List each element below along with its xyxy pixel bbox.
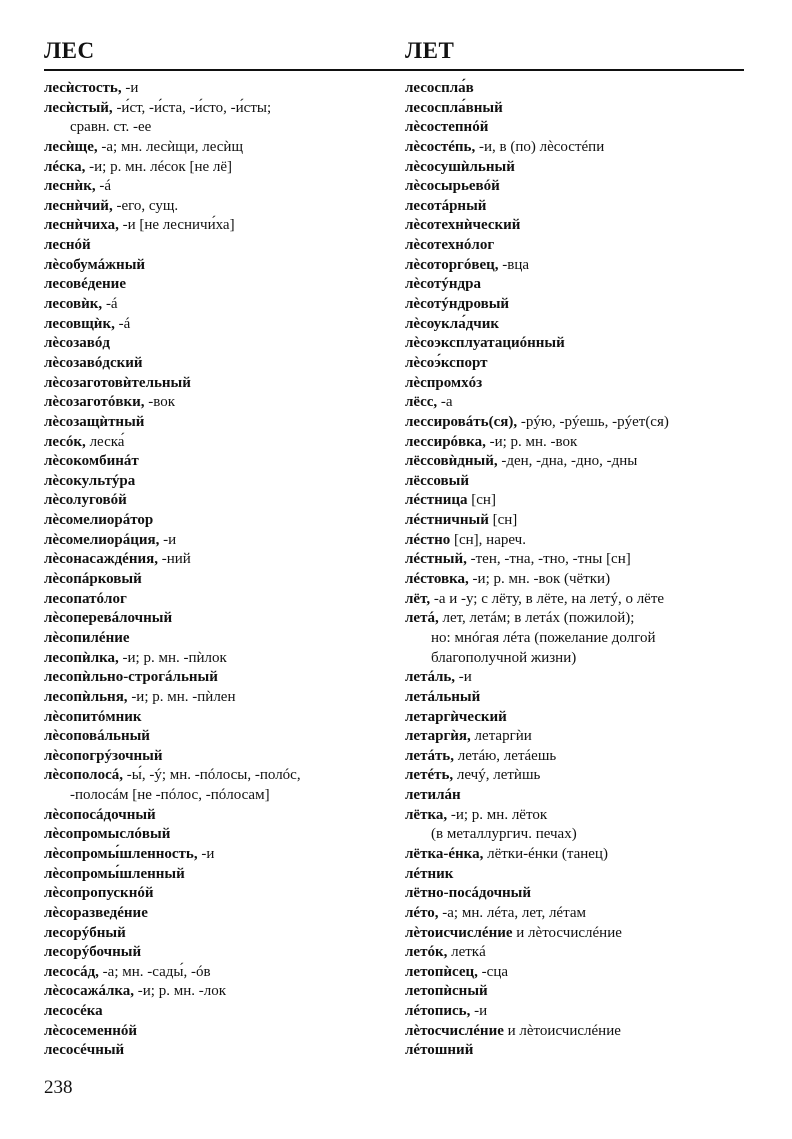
entry-note: -и; р. мн. -вок xyxy=(485,433,578,450)
headword: лесопѝльно-строгáльный xyxy=(44,669,218,686)
dictionary-entry xyxy=(44,806,394,826)
headword: лёссовѝдный, xyxy=(405,453,498,470)
headword: лесорýбный xyxy=(44,924,126,941)
headword: лётно-посáдочный xyxy=(405,885,532,902)
entry-note: лётки-éнки (танец) xyxy=(483,845,608,862)
dictionary-entry xyxy=(44,315,394,335)
dictionary-entry xyxy=(44,511,394,531)
headword: лѐсопропускнóй xyxy=(44,885,154,902)
entry-note: -и; р. мн. -лок xyxy=(134,983,227,1000)
entry-note: сравн. ст. -ее xyxy=(70,119,152,136)
entry-note: леска́ xyxy=(85,433,125,450)
headword: лесосéка xyxy=(44,1003,103,1020)
dictionary-entry xyxy=(405,924,750,944)
headword: летá, xyxy=(405,610,439,627)
dictionary-entry xyxy=(44,982,394,1002)
dictionary-entry xyxy=(44,393,394,413)
headword: лѐспромхóз xyxy=(405,374,483,391)
headword: лесосáд, xyxy=(44,963,99,980)
entry-note: -а и -у; с лёту, в лёте, на летý, о лёте xyxy=(430,590,665,607)
dictionary-entry xyxy=(44,590,394,610)
dictionary-entry xyxy=(405,982,750,1002)
entry-note: -а; мн. лесѝщи, лесѝщ xyxy=(97,138,244,155)
headword: лессировáть(ся), xyxy=(405,413,518,430)
headword: лѐсопáрковый xyxy=(44,571,142,588)
dictionary-entry xyxy=(405,334,750,354)
dictionary-entry xyxy=(44,845,394,865)
dictionary-entry xyxy=(405,727,750,747)
headword: лѐсопосáдочный xyxy=(44,806,156,823)
dictionary-entry xyxy=(405,708,750,728)
header-rule xyxy=(44,69,744,71)
entry-note: лет, летáм; в летáх (пожилой); xyxy=(438,610,635,627)
entry-note: -ден, -дна, -дно, -дны xyxy=(497,453,638,470)
headword: летаргѝя, xyxy=(405,728,471,745)
headword: лѐсопромыслóвый xyxy=(44,826,171,843)
page-number: 238 xyxy=(44,1077,73,1098)
dictionary-entry xyxy=(405,806,750,826)
dictionary-entry xyxy=(44,1022,394,1042)
headword: лéтопись, xyxy=(405,1003,471,1020)
entry-note: -и; р. мн. -вок (чётки) xyxy=(468,571,611,588)
headword: лѐсоповáльный xyxy=(44,728,150,745)
dictionary-entry xyxy=(405,649,750,669)
entry-note: -а; мн. -сады́, -óв xyxy=(98,963,211,980)
headword: лѐсонасаждéния, xyxy=(44,551,158,568)
dictionary-entry xyxy=(44,216,394,236)
headword: лѐсотýндровый xyxy=(405,296,510,313)
headword: лѐсополосá, xyxy=(44,767,123,784)
dictionary-entry xyxy=(405,904,750,924)
headword: лётка-éнка, xyxy=(405,845,484,862)
entry-note: -á xyxy=(95,178,111,195)
dictionary-entry xyxy=(44,924,394,944)
headword: лéстница xyxy=(405,492,468,509)
dictionary-entry xyxy=(44,531,394,551)
dictionary-entry xyxy=(44,649,394,669)
dictionary-entry xyxy=(44,747,394,767)
headword: лѐсозавóд xyxy=(44,335,110,352)
headword: лéто, xyxy=(405,904,439,921)
dictionary-entry xyxy=(405,688,750,708)
dictionary-entry xyxy=(405,275,750,295)
dictionary-entry xyxy=(405,590,750,610)
dictionary-entry xyxy=(405,825,750,845)
headword: лéстничный xyxy=(405,512,489,529)
headword: лёсс, xyxy=(405,394,438,411)
headword: лѐсомелиорáция, xyxy=(44,531,160,548)
dictionary-entry xyxy=(405,786,750,806)
dictionary-entry xyxy=(405,550,750,570)
entry-note: -и xyxy=(159,531,177,548)
headword: лесѝстый, xyxy=(44,99,113,116)
headword: леснѝчий, xyxy=(44,197,113,214)
left-running-header: ЛЕС xyxy=(44,38,95,63)
entry-note: -его, сущ. xyxy=(112,197,179,214)
headword: лѐтосчислéние xyxy=(405,1022,504,1039)
dictionary-entry xyxy=(405,158,750,178)
headword: лѐсосеменнóй xyxy=(44,1022,138,1039)
headword: лѐсотехнѝческий xyxy=(405,217,521,234)
dictionary-entry xyxy=(405,118,750,138)
dictionary-entry xyxy=(44,374,394,394)
headword: лёссовый xyxy=(405,472,469,489)
left-column xyxy=(44,79,394,1061)
entry-note: -и́ст, -и́ста, -и́сто, -и́сты; xyxy=(112,99,272,116)
headword: лѐсостепнóй xyxy=(405,119,489,136)
dictionary-entry xyxy=(44,118,394,138)
headword: лёт, xyxy=(405,590,431,607)
headword: лѐсозаготовѝтельный xyxy=(44,374,191,391)
headword: летéть, xyxy=(405,767,454,784)
headword: леснѝчиха, xyxy=(44,217,119,234)
dictionary-entry xyxy=(44,99,394,119)
entry-note: но: мнóгая лéта (пожелание долгой xyxy=(431,629,656,646)
dictionary-entry xyxy=(44,943,394,963)
entry-note: -тен, -тна, -тно, -тны [сн] xyxy=(466,551,631,568)
dictionary-entry xyxy=(44,236,394,256)
headword: лѐсокомбинáт xyxy=(44,453,139,470)
headword: лессирóвка, xyxy=(405,433,486,450)
entry-note: -á xyxy=(114,315,131,332)
entry-note: -рýю, -рýешь, -рýет(ся) xyxy=(517,413,669,430)
headword: лесовѝк, xyxy=(44,296,103,313)
dictionary-entry xyxy=(405,452,750,472)
headword: лѐсосырьевóй xyxy=(405,178,500,195)
entry-note: -и, в (по) лѐсостéпи xyxy=(475,138,605,155)
entry-note: -и; р. мн. лёток xyxy=(447,806,548,823)
dictionary-entry xyxy=(44,138,394,158)
dictionary-entry xyxy=(44,79,394,99)
headword: лесовщѝк, xyxy=(44,315,115,332)
dictionary-entry xyxy=(405,236,750,256)
headword: лесовéдение xyxy=(44,276,126,293)
headword: лѐсосажáлка, xyxy=(44,983,135,1000)
dictionary-entry xyxy=(44,413,394,433)
entry-note: -и; р. мн. лéсок [не лё] xyxy=(85,158,233,175)
dictionary-entry xyxy=(44,963,394,983)
entry-note: -полосáм [не -пóлос, -пóлосам] xyxy=(70,787,270,804)
entry-note: (в металлургич. печах) xyxy=(431,826,577,843)
dictionary-entry xyxy=(44,570,394,590)
dictionary-entry xyxy=(44,472,394,492)
dictionary-entry xyxy=(44,766,394,786)
headword: лесорýбочный xyxy=(44,944,142,961)
dictionary-entry xyxy=(44,708,394,728)
entry-note: -и; р. мн. -пѝлен xyxy=(127,688,236,705)
dictionary-entry xyxy=(405,963,750,983)
entry-note: [сн] xyxy=(467,492,496,509)
headword: лѐсолуговóй xyxy=(44,492,127,509)
dictionary-entry xyxy=(44,354,394,374)
dictionary-entry xyxy=(405,197,750,217)
dictionary-entry xyxy=(44,177,394,197)
headword: летаргѝческий xyxy=(405,708,507,725)
headword: лѐсомелиорáтор xyxy=(44,512,154,529)
dictionary-entry xyxy=(405,256,750,276)
entry-note: и лѐтоисчислéние xyxy=(503,1022,621,1039)
headword: лѐсотехнóлог xyxy=(405,237,495,254)
headword: лѐсотýндра xyxy=(405,276,481,293)
headword: лѐсоразведéние xyxy=(44,904,148,921)
dictionary-entry xyxy=(405,413,750,433)
dictionary-entry xyxy=(405,315,750,335)
headword: лесѝще, xyxy=(44,138,98,155)
dictionary-entry xyxy=(44,158,394,178)
dictionary-entry xyxy=(405,1022,750,1042)
entry-note: -ний xyxy=(158,551,191,568)
entry-note: и лѐтосчислéние xyxy=(512,924,622,941)
dictionary-entry xyxy=(405,393,750,413)
headword: лѐсостéпь, xyxy=(405,138,476,155)
headword: лесопѝльня, xyxy=(44,688,128,705)
dictionary-entry xyxy=(405,1002,750,1022)
headword: лéстовка, xyxy=(405,571,469,588)
dictionary-entry xyxy=(44,275,394,295)
dictionary-entry xyxy=(405,668,750,688)
headword: лѐсопилéние xyxy=(44,629,130,646)
entry-note: -и [не лесничи́ха] xyxy=(118,217,235,234)
dictionary-entry xyxy=(405,491,750,511)
dictionary-entry xyxy=(44,884,394,904)
dictionary-entry xyxy=(44,197,394,217)
headword: лесотáрный xyxy=(405,197,487,214)
dictionary-entry xyxy=(405,766,750,786)
headword: лѐсопромы́шленность, xyxy=(44,845,198,862)
headword: летóк, xyxy=(405,944,448,961)
headword: лесѝстость, xyxy=(44,80,122,96)
entry-note: -вца xyxy=(498,256,530,273)
headword: лѐсокультýра xyxy=(44,472,136,489)
headword: летáть, xyxy=(405,747,454,764)
dictionary-entry xyxy=(405,374,750,394)
right-running-header: ЛЕТ xyxy=(405,38,455,63)
entry-note: -á xyxy=(102,296,118,313)
headword: лéстно xyxy=(405,531,451,548)
headword: леснóй xyxy=(44,237,91,254)
headword: лѐсоторгóвец, xyxy=(405,256,499,273)
headword: лесоспла́в xyxy=(405,80,474,96)
dictionary-entry xyxy=(405,138,750,158)
dictionary-entry xyxy=(44,865,394,885)
dictionary-entry xyxy=(44,550,394,570)
headword: летилáн xyxy=(405,787,461,804)
dictionary-entry xyxy=(405,433,750,453)
headword: летáльный xyxy=(405,688,481,705)
entry-note: -а; мн. лéта, лет, лéтам xyxy=(438,904,586,921)
headword: лѐсосушѝльный xyxy=(405,158,515,175)
entry-note: -и; р. мн. -пѝлок xyxy=(118,649,227,666)
headword: лѐсозавóдский xyxy=(44,354,143,371)
dictionary-entry xyxy=(405,295,750,315)
headword: лесопатóлог xyxy=(44,590,127,607)
headword: лéтошний xyxy=(405,1042,474,1059)
entry-note: -сца xyxy=(477,963,509,980)
headword: лѐсоэксплуатациóнный xyxy=(405,335,565,352)
headword: лесопѝлка, xyxy=(44,649,119,666)
dictionary-entry xyxy=(44,295,394,315)
dictionary-entry xyxy=(44,668,394,688)
dictionary-entry xyxy=(44,629,394,649)
dictionary-entry xyxy=(405,629,750,649)
dictionary-entry xyxy=(44,433,394,453)
dictionary-entry xyxy=(405,609,750,629)
entry-note: -вок xyxy=(144,394,176,411)
entry-note: -и xyxy=(121,80,139,96)
headword: лѐсопитóмник xyxy=(44,708,142,725)
dictionary-entry xyxy=(44,1002,394,1022)
entry-note: -и xyxy=(197,845,215,862)
entry-note: лечý, летѝшь xyxy=(453,767,541,784)
dictionary-entry xyxy=(44,1041,394,1061)
headword: лѐсобумáжный xyxy=(44,256,146,273)
headword: лѐсопромы́шленный xyxy=(44,865,185,882)
dictionary-entry xyxy=(405,1041,750,1061)
headword: лѐсозаготóвки, xyxy=(44,394,145,411)
dictionary-entry xyxy=(405,511,750,531)
headword: лéстный, xyxy=(405,551,467,568)
dictionary-entry xyxy=(405,943,750,963)
dictionary-entry xyxy=(405,570,750,590)
dictionary-entry xyxy=(405,216,750,236)
headword: лéска, xyxy=(44,158,86,175)
headword: летопѝсец, xyxy=(405,963,478,980)
dictionary-entry xyxy=(44,256,394,276)
entry-note: [сн] xyxy=(488,512,518,529)
headword: лѐсопогрýзочный xyxy=(44,747,163,764)
headword: лесоспла́вный xyxy=(405,99,503,116)
headword: летопѝсный xyxy=(405,983,488,1000)
headword: лѐсоукла́дчик xyxy=(405,315,500,332)
dictionary-entry xyxy=(44,727,394,747)
entry-note: -а xyxy=(437,394,453,411)
headword: летáль, xyxy=(405,669,456,686)
dictionary-entry xyxy=(405,99,750,119)
entry-note: -и xyxy=(470,1003,488,1020)
entry-note: [сн], нареч. xyxy=(450,531,526,548)
dictionary-entry xyxy=(405,531,750,551)
entry-note: леткá xyxy=(447,944,486,961)
dictionary-entry xyxy=(44,825,394,845)
headword: леснѝк, xyxy=(44,178,96,195)
entry-note: летáю, летáешь xyxy=(454,747,557,764)
dictionary-entry xyxy=(405,79,750,99)
headword: лесóк, xyxy=(44,433,86,450)
dictionary-entry xyxy=(405,354,750,374)
headword: лѐсоперевáлочный xyxy=(44,610,173,627)
dictionary-entry xyxy=(44,904,394,924)
dictionary-entry xyxy=(405,865,750,885)
dictionary-entry xyxy=(44,452,394,472)
headword: лѐсозащѝтный xyxy=(44,413,145,430)
headword: лѐсоэ́кспорт xyxy=(405,354,488,371)
dictionary-entry xyxy=(44,688,394,708)
entry-note: -и xyxy=(455,669,472,686)
headword: лѐтоисчислéние xyxy=(405,924,513,941)
dictionary-entry xyxy=(405,884,750,904)
headword: лéтник xyxy=(405,865,454,882)
entry-note: летаргѝи xyxy=(470,728,532,745)
dictionary-entry xyxy=(44,491,394,511)
dictionary-entry xyxy=(44,609,394,629)
dictionary-entry xyxy=(405,845,750,865)
right-column xyxy=(405,79,750,1061)
dictionary-entry xyxy=(405,177,750,197)
headword: лесосéчный xyxy=(44,1042,125,1059)
dictionary-entry xyxy=(405,472,750,492)
entry-note: -ы́, -ý; мн. -пóлосы, -полóс, xyxy=(123,767,301,784)
headword: лётка, xyxy=(405,806,448,823)
dictionary-entry xyxy=(44,334,394,354)
dictionary-entry xyxy=(44,786,394,806)
entry-note: благополучной жизни) xyxy=(431,649,577,666)
dictionary-entry xyxy=(405,747,750,767)
